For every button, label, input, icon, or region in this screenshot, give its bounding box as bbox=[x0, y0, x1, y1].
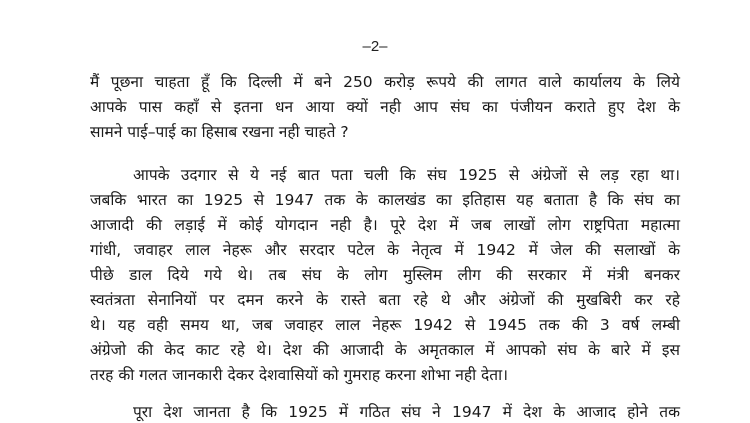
text-line: मैं पूछना चाहता हूँ कि दिल्ली में बने 250 करोड़ रूपये की लागत वाले कार्यालय के लिये bbox=[90, 73, 680, 91]
text-line: गांधी, जवाहर लाल नेहरू और सरदार पटेल के नेतृत्व में 1942 में जेल की सलाखों के bbox=[90, 241, 680, 259]
text-line: स्वतंत्रता सेनानियों पर दमन करने के रास्ते बता रहे थे और अंग्रेजों की मुखबिरी कर रहे bbox=[90, 291, 680, 309]
text-line: अंग्रेजो की केद काट रहे थे। देश की आजादी के अमृतकाल में आपको संघ के बारे में इस bbox=[90, 341, 680, 359]
page-number: –2– bbox=[362, 38, 388, 55]
text-line: आपके उदगार से ये नई बात पता चली कि संघ 1925 से अंग्रेजों से लड़ रहा था। bbox=[133, 166, 680, 184]
text-line: आपके पास कहाँ से इतना धन आया क्यों नही आप संघ का पंजीयन कराते हुए देश के bbox=[90, 98, 680, 116]
text-line: जबकि भारत का 1925 से 1947 तक के कालखंड का इतिहास यह बताता है कि संघ का bbox=[90, 191, 680, 209]
text-line: पीछे डाल दिये गये थे। तब संघ के लोग मुस्लिम लीग की सरकार में मंत्री बनकर bbox=[90, 266, 680, 284]
text-line: सामने पाई–पाई का हिसाब रखना नही चाहते ? bbox=[90, 123, 349, 141]
text-line: थे। यह वही समय था, जब जवाहर लाल नेहरू 1942 से 1945 तक की 3 वर्ष लम्बी bbox=[90, 316, 680, 334]
text-line: पूरा देश जानता है कि 1925 में गठित संघ ने 1947 में देश के आजाद होने तक bbox=[133, 403, 680, 421]
text-line: तरह की गलत जानकारी देकर देशवासियों को गुमराह करना शोभा नही देता। bbox=[90, 366, 508, 384]
text-line: आजादी की लड़ाई में कोई योगदान नही है। पूरे देश में जब लाखों लोग राष्ट्रपिता महात्मा bbox=[90, 216, 680, 234]
